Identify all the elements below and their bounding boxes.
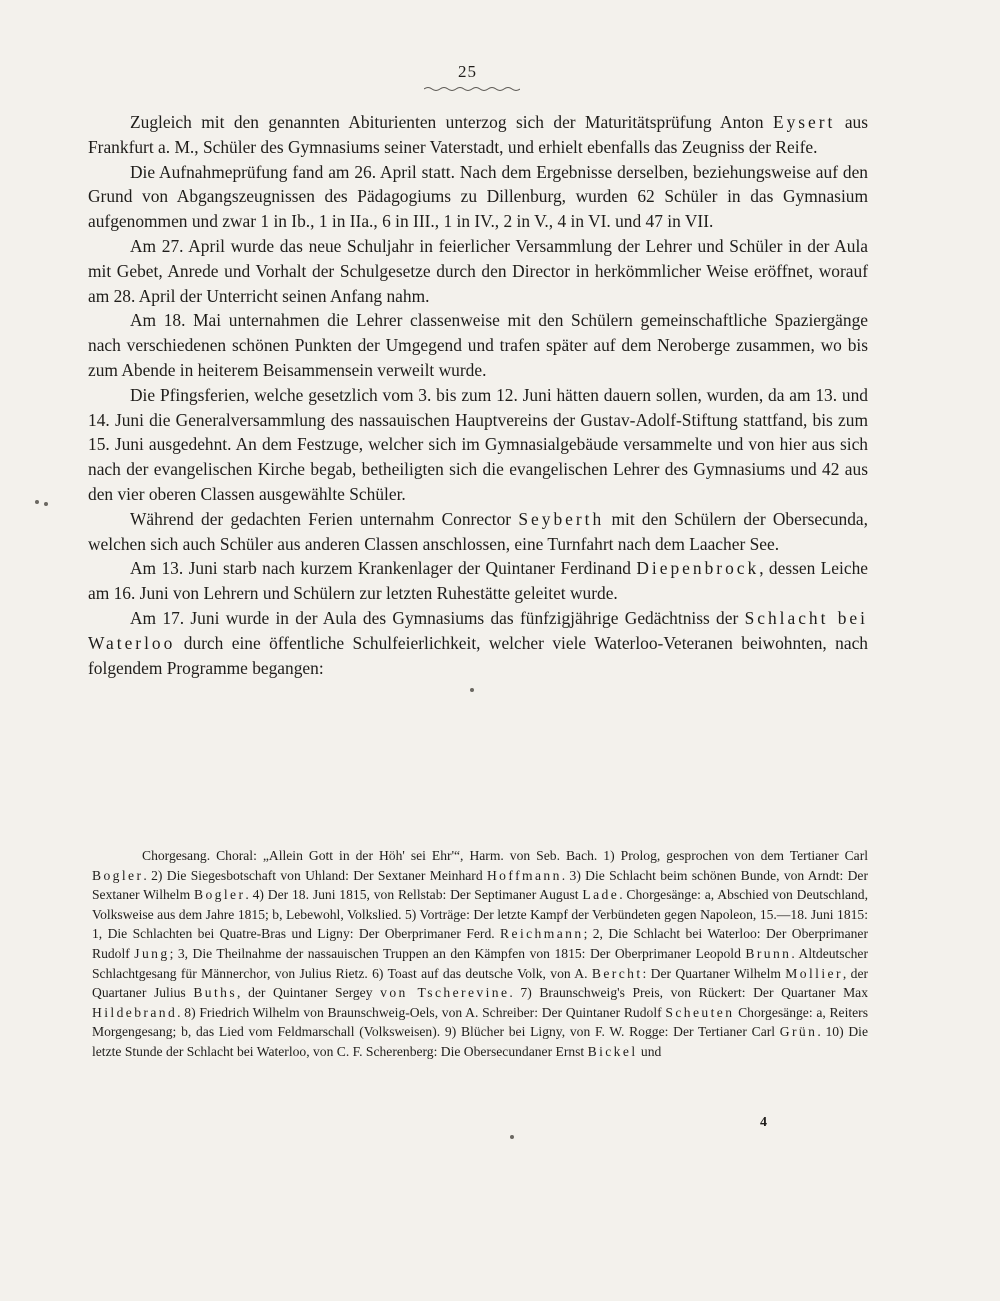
ink-speck: [35, 500, 39, 504]
paragraph-spaziergang: Am 18. Mai unternahmen die Lehrer classenweise mit den Schülern gemeinschaftliche Spaziergänge nach verschiedenen schönen Punkten der Umgegend und trafen später auf dem Neroberge zusammen, wo bis zum Abende in heiterem Beisammensein verweilt wurde.: [88, 310, 868, 380]
paragraph-todesfall: Am 13. Juni starb nach kurzem Krankenlager der Quintaner Ferdinand Diepenbrock, dessen Leiche am 16. Juni von Lehrern und Schülern zur letzten Ruhestätte geleitet wurde.: [88, 558, 868, 604]
ink-speck: [510, 1135, 514, 1139]
paragraph-aufnahme: Die Aufnahmeprüfung fand am 26. April statt. Nach dem Ergebnisse derselben, beziehungsweise auf den Grund von Abgangszeugnissen des Pädagogiums zu Dillenburg, wurden 62 Schüler in das Gymnasium aufgenommen und zwar 1 in Ib., 1 in IIa., 6 in III., 1 in IV., 2 in V., 4 in VI. und 47 in VII.: [88, 161, 868, 232]
page-number: 25: [458, 62, 477, 81]
paragraph-pfingstferien: Die Pfingsferien, welche gesetzlich vom 3. bis zum 12. Juni hätten dauern sollen, wurden, da am 13. und 14. Juni die Generalversammlung des nassauischen Hauptvereins der Gustav-Adolf-Stiftung stattfand, bis zum 15. Juni ausgedehnt. An dem Festzuge, welcher sich im Gymnasialgebäude versammelte und von hier aus sich nach der evangelischen Kirche begab, betheiligten sich die evangelischen Lehrer des Gymnasiums und 42 aus den vier oberen Classen ausgewählte Schüler.: [88, 384, 868, 504]
main-text: [88, 110, 868, 680]
ink-speck: [470, 688, 474, 692]
wavy-rule-ornament: [424, 86, 520, 92]
festival-program: [92, 846, 868, 1062]
paragraph-maturitaet: Zugleich mit den genannten Abiturienten unterzog sich der Maturitätsprüfung Anton Eysert aus Frankfurt a. M., Schüler des Gymnasiums seiner Vaterstadt, und erhielt ebenfalls das Zeugniss der Reife.: [88, 112, 869, 157]
paragraph-schuljahr: Am 27. April wurde das neue Schuljahr in feierlicher Versammlung der Lehrer und Schüler in der Aula mit Gebet, Anrede und Vorhalt der Schulgesetze durch den Director in herkömmlicher Weise eröffnet, worauf am 28. April der Unterricht seinen Anfang nahm.: [88, 235, 868, 306]
ink-speck: [44, 502, 48, 506]
program-text: Chorgesang. Choral: „Allein Gott in der Höh' sei Ehr'“, Harm. von Seb. Bach. 1) Prolog, gesprochen von dem Tertianer Carl Bogler. 2) Die Siegesbotschaft von Uhland: Der Sextaner Meinhard Hoffmann. 3) Die Schlacht beim schönen Bunde, von Arndt: Der Sextaner Wilhelm Bogler. 4) Der 18. Juni 1815, von Rellstab: Der Septimaner August Lade. Chorgesänge: a, Abschied von Deutschland, Volksweise aus dem Jahre 1815; b, Lebewohl, Volkslied. 5) Vorträge: Der letzte Kampf der Verbündeten gegen Napoleon, 15.—18. Juni 1815: 1, Die Schlachten bei Quatre-Bras und Ligny: Der Oberprimaner Ferd. Reichmann; 2, Die Schlacht bei Waterloo: Der Oberprimaner Rudolf Jung; 3, Die Theilnahme der nassauischen Truppen an den Kämpfen von 1815: Der Oberprimaner Leopold Brunn. Altdeutscher Schlachtgesang für Männerchor, von Julius Rietz. 6) Toast auf das deutsche Volk, von A. Bercht: Der Quartaner Wilhelm Mollier, der Quartaner Julius Buths, der Quintaner Sergey von Tscherevine. 7) Braunschweig's Preis, von Rückert: Der Quartaner Max Hildebrand. 8) Friedrich Wilhelm von Braunschweig-Oels, von A. Schreiber: Der Quintaner Rudolf Scheuten Chorgesänge: a, Reiters Morgengesang; b, das Lied vom Feldmarschall (Volksweisen). 9) Blücher bei Ligny, von F. W. Rogge: Der Tertianer Carl Grün. 10) Die letzte Stunde der Schlacht bei Waterloo, von C. F. Scherenberg: Die Obersecundaner Ernst Bickel und: [92, 848, 869, 1059]
paragraph-waterloo: Am 17. Juni wurde in der Aula des Gymnasiums das fünfzigjährige Gedächtniss der Schlacht bei Waterloo durch eine öffentliche Schulfeierlichkeit, welcher viele Waterloo-Veteranen beiwohnten, nach folgendem Programme begangen:: [88, 607, 868, 678]
signature-mark: 4: [760, 1115, 767, 1130]
paragraph-turnfahrt: Während der gedachten Ferien unternahm Conrector Seyberth mit den Schülern der Obersecunda, welchen sich auch Schüler aus anderen Classen anschlossen, eine Turnfahrt nach dem Laacher See.: [88, 508, 868, 554]
